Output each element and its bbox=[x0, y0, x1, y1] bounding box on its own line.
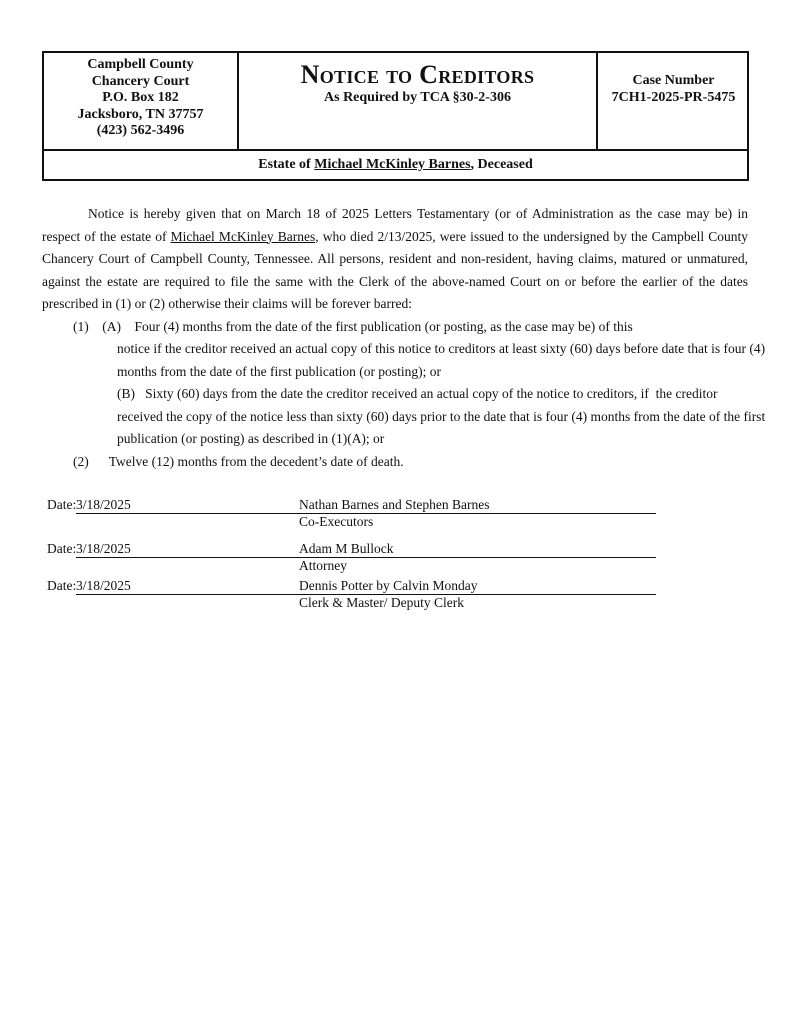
case-number-label: Case Number bbox=[632, 73, 715, 88]
signer-role: Co-Executors bbox=[299, 514, 374, 529]
item-2: (2) Twelve (12) months from the decedent’s date of death. bbox=[73, 453, 404, 469]
signer-role: Clerk & Master/ Deputy Clerk bbox=[299, 595, 464, 610]
date-value: 3/18/2025 bbox=[76, 541, 131, 556]
signer-name: Adam M Bullock bbox=[299, 541, 394, 556]
court-city: Jacksboro, TN 37757 bbox=[77, 106, 204, 122]
court-name-line: Campbell County bbox=[87, 57, 194, 72]
estate-line bbox=[44, 149, 747, 179]
estate-prefix: Estate of bbox=[258, 157, 311, 172]
item-1a-line-1: (1) (A) Four (4) months from the date of the first publication (or posting, as the case may be) of this bbox=[73, 318, 633, 334]
decedent-name: Michael McKinley Barnes, bbox=[170, 228, 319, 244]
item-1a-line-2: notice if the creditor received an actual copy of this notice to creditors at least sixty (60) days before date that is four (4) bbox=[117, 341, 766, 356]
notice-title: Notice to Creditors bbox=[300, 60, 535, 89]
estate-suffix: , Deceased bbox=[470, 157, 533, 172]
item-1b-line-2: received the copy of the notice less than sixty (60) days prior to the date that is four (4) months from the date of the first bbox=[117, 408, 766, 424]
date-label: Date: bbox=[47, 578, 77, 593]
notice-header bbox=[42, 51, 749, 181]
notice-paragraph bbox=[42, 203, 748, 316]
paragraph-text-a: Notice is hereby given that on March 18 of 2025 Letters Testamentary (or of Administration as the case may be) in respect of the estate of bbox=[42, 206, 748, 244]
court-po-box: P.O. Box 182 bbox=[102, 90, 179, 105]
signer-name: Dennis Potter by Calvin Monday bbox=[299, 578, 478, 593]
title-block bbox=[239, 53, 596, 149]
signer-name: Nathan Barnes and Stephen Barnes bbox=[299, 497, 490, 512]
court-type-line: Chancery Court bbox=[91, 73, 190, 89]
court-address-block bbox=[44, 53, 239, 149]
signature-line bbox=[296, 541, 656, 558]
date-label: Date: bbox=[47, 541, 77, 556]
item-1b-line-3: publication (or posting) as described in (1)(A); or bbox=[117, 431, 385, 446]
case-number-block bbox=[596, 53, 749, 149]
date-line bbox=[76, 578, 298, 595]
estate-name: Michael McKinley Barnes bbox=[314, 157, 471, 172]
date-value: 3/18/2025 bbox=[76, 578, 131, 593]
signature-line bbox=[296, 497, 656, 514]
date-value: 3/18/2025 bbox=[76, 497, 131, 512]
notice-body bbox=[42, 203, 766, 473]
date-line bbox=[76, 497, 298, 514]
date-line bbox=[76, 541, 298, 558]
case-number-value: 7CH1-2025-PR-5475 bbox=[611, 90, 736, 105]
signer-role: Attorney bbox=[299, 558, 347, 573]
notice-subtitle: As Required by TCA §30-2-306 bbox=[324, 90, 511, 105]
item-1a-line-3: months from the date of the first publication (or posting); or bbox=[117, 363, 441, 379]
court-phone: (423) 562-3496 bbox=[96, 123, 185, 138]
item-1b-line-1: (B) Sixty (60) days from the date the creditor received an actual copy of the notice to creditors, if the creditor bbox=[117, 386, 718, 401]
date-label: Date: bbox=[47, 497, 77, 512]
signature-line bbox=[296, 578, 656, 595]
paragraph-text-b: who died 2/13/2025, were issued to the undersigned by the Campbell County Chancery Court of Campbell County, Tennessee. All persons, resident and non-resident, having claims, matured or unmatured, against the estate are required to file the same with the Clerk of the above-named Court on or before the earlier of the dates prescribed in (1) or (2) otherwise their claims will be forever barred: bbox=[42, 228, 748, 311]
